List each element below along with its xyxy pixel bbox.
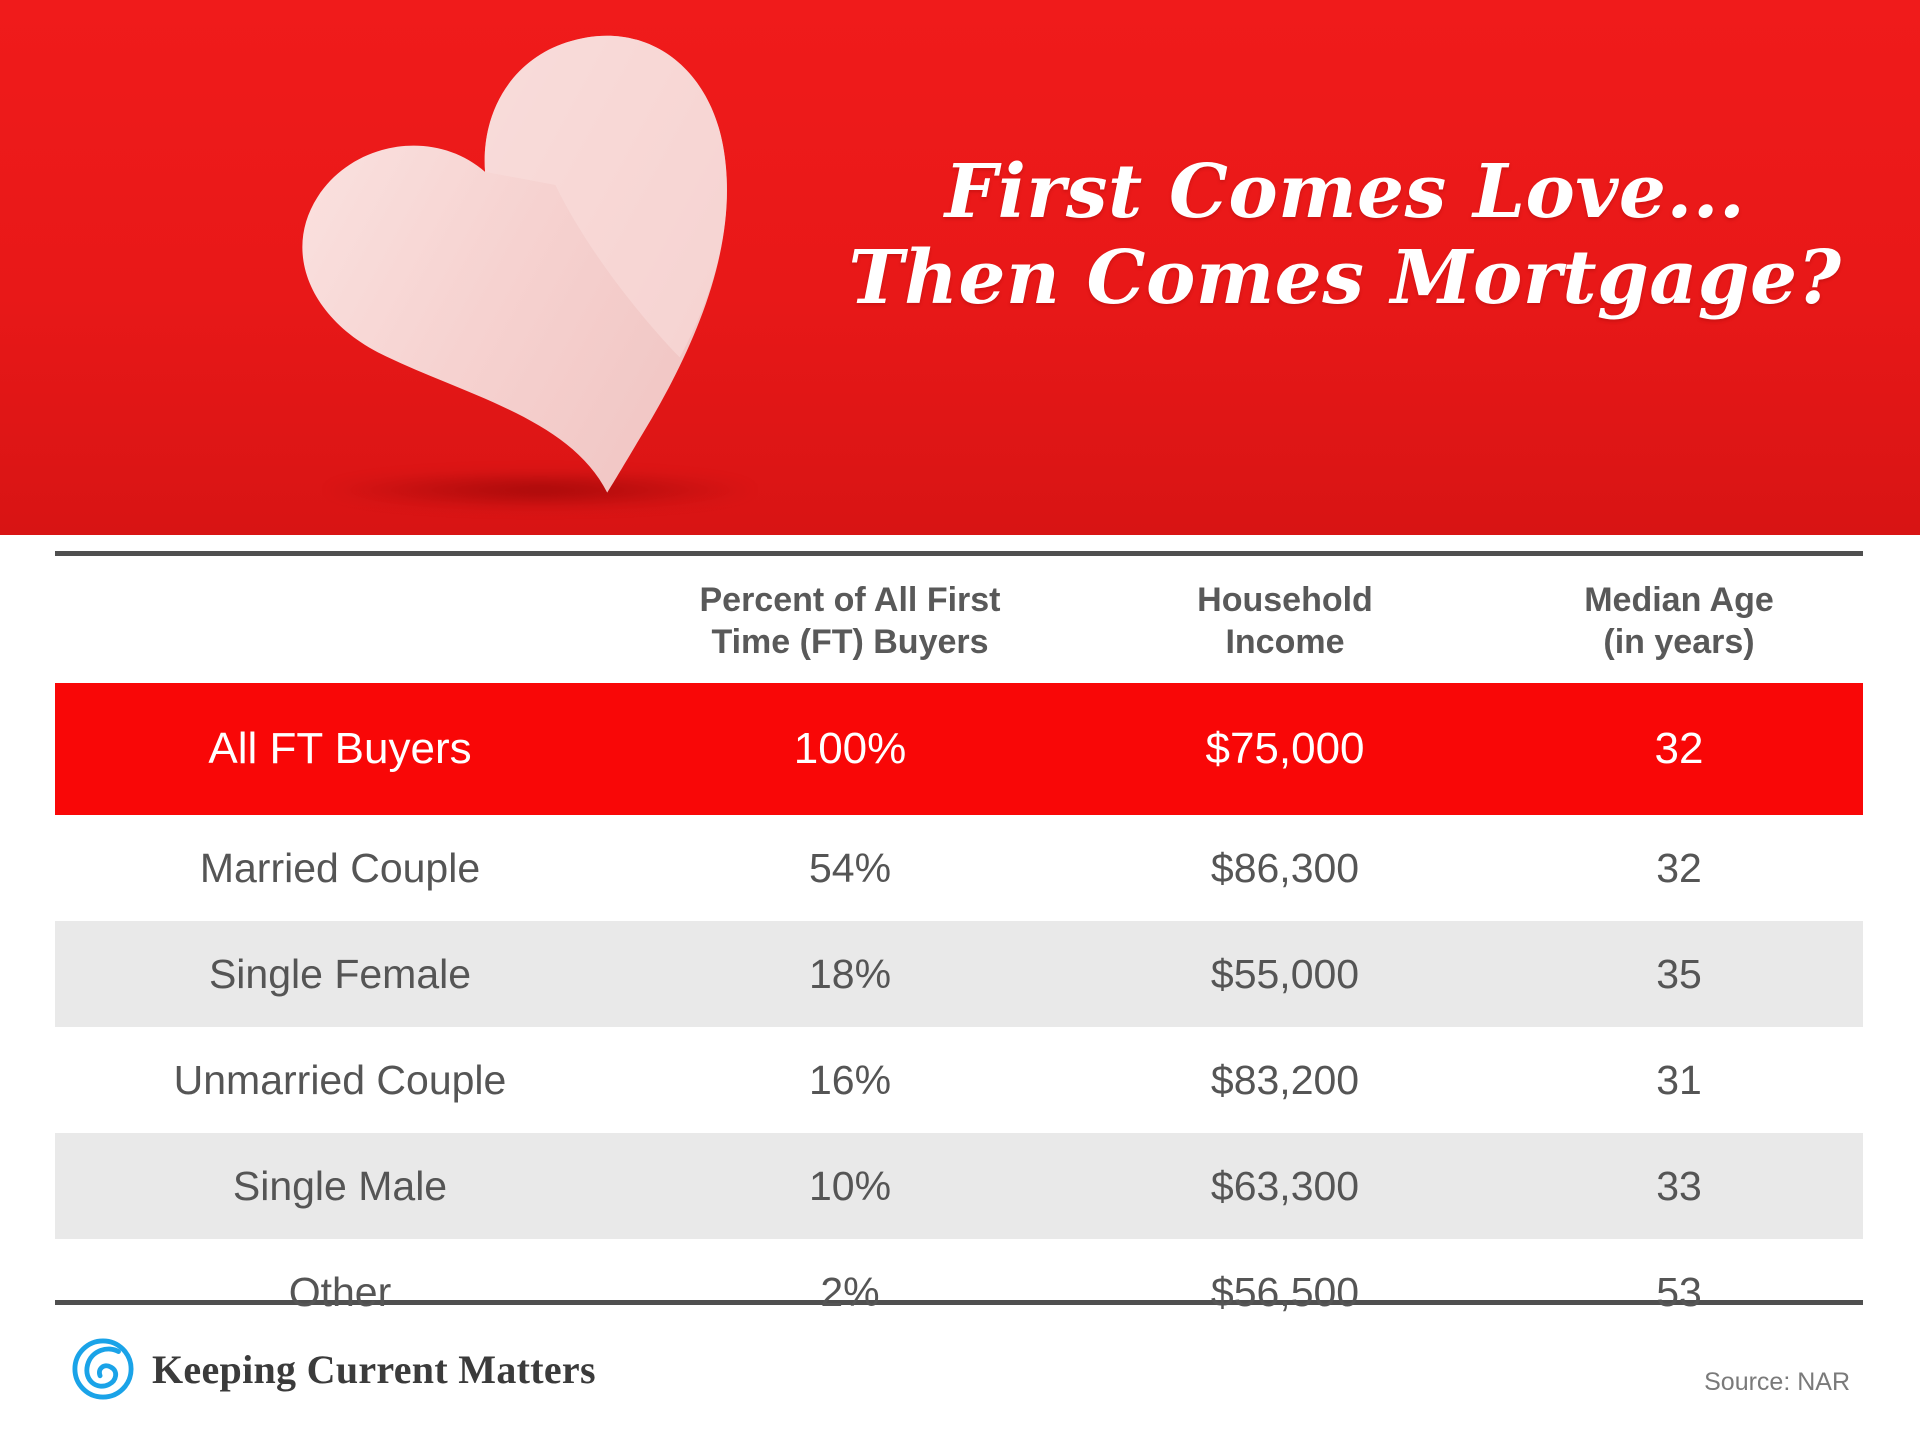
table-row <box>55 1027 1863 1133</box>
row-median-age: 31 <box>1656 1056 1702 1103</box>
title-line-1: First Comes Love... <box>944 149 1746 235</box>
row-percent: 10% <box>625 1133 1075 1239</box>
row-label: All FT Buyers <box>55 683 625 815</box>
row-label: Other <box>288 1268 392 1315</box>
table-header <box>55 561 1863 683</box>
row-label: Unmarried Couple <box>173 1056 507 1103</box>
row-label: Married Couple <box>199 844 481 891</box>
table-row <box>55 1133 1863 1239</box>
source-label: Source: NAR <box>1704 1368 1850 1396</box>
row-income: $56,500 <box>1210 1268 1360 1315</box>
row-median-age: 32 <box>1495 683 1863 815</box>
row-median-age: 32 <box>1656 844 1702 891</box>
heart-image <box>290 40 810 490</box>
title-line-2: Then Comes Mortgage? <box>848 234 1842 321</box>
column-header-median-age-line1: Median Age <box>1584 581 1774 619</box>
row-percent: 54% <box>808 844 892 891</box>
row-median-age: 33 <box>1495 1133 1863 1239</box>
table-header-row <box>55 561 1863 683</box>
header-banner <box>0 0 1920 535</box>
row-percent: 16% <box>808 1056 892 1103</box>
row-percent: 18% <box>625 921 1075 1027</box>
buyers-table <box>55 561 1863 1345</box>
keeping-current-matters-logo-icon <box>72 1338 134 1400</box>
table-row <box>55 683 1863 815</box>
row-median-age: 35 <box>1495 921 1863 1027</box>
row-income: $55,000 <box>1075 921 1495 1027</box>
row-median-age: 53 <box>1656 1268 1702 1315</box>
row-percent: 100% <box>625 683 1075 815</box>
table-body <box>55 683 1863 1345</box>
column-header-category <box>55 561 625 683</box>
row-income: $86,300 <box>1210 844 1360 891</box>
row-income: $63,300 <box>1075 1133 1495 1239</box>
column-header-income <box>1075 561 1495 683</box>
table-top-rule <box>55 551 1863 556</box>
column-header-income-line2: Income <box>1225 623 1345 662</box>
footer <box>0 1320 1920 1440</box>
table-row <box>55 921 1863 1027</box>
column-header-income-line1: Household <box>1197 581 1373 619</box>
column-header-median-age-line2: (in years) <box>1603 623 1755 662</box>
row-label: Single Male <box>55 1133 625 1239</box>
brand-logo <box>72 1338 596 1400</box>
row-income: $83,200 <box>1210 1056 1360 1103</box>
heart-icon <box>235 0 864 535</box>
row-percent: 2% <box>820 1268 880 1315</box>
column-header-median-age <box>1495 561 1863 683</box>
table-row <box>55 815 1863 921</box>
data-table-area <box>0 535 1920 1440</box>
row-income: $75,000 <box>1075 683 1495 815</box>
page-title <box>840 150 1850 322</box>
row-label: Single Female <box>55 921 625 1027</box>
brand-name: Keeping Current Matters <box>152 1346 596 1392</box>
column-header-percent <box>625 561 1075 683</box>
column-header-percent-line1: Percent of All First <box>699 581 1001 619</box>
column-header-percent-line2: Time (FT) Buyers <box>711 623 989 662</box>
